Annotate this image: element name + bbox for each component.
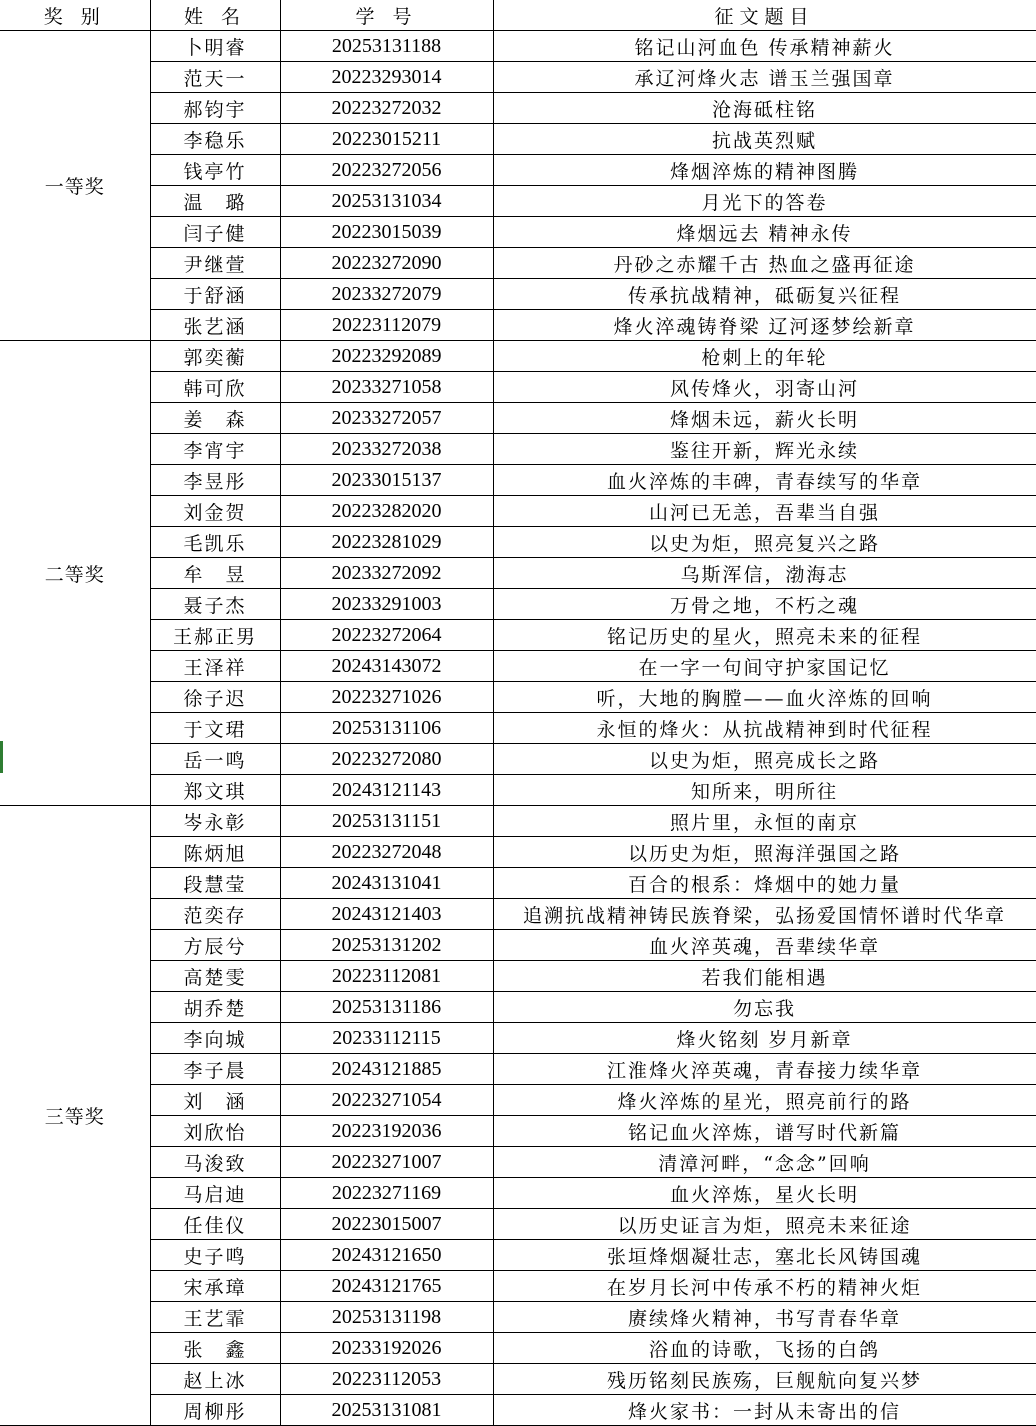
essay-title-cell: 在一字一句间守护家国记忆 [493,651,1036,682]
student-name-cell: 牟 昱 [150,558,280,589]
table-row [0,1302,1036,1333]
essay-title-cell: 烽烟淬炼的精神图腾 [493,155,1036,186]
student-id-cell: 20243121403 [280,899,493,930]
essay-title-cell: 烽火家书：一封从未寄出的信 [493,1395,1036,1426]
student-name-cell: 岳一鸣 [150,744,280,775]
student-name-cell: 陈炳旭 [150,837,280,868]
edge-marker [0,741,3,773]
table-row [0,527,1036,558]
essay-title-cell: 丹砂之赤耀千古 热血之盛再征途 [493,248,1036,279]
essay-title-cell: 江淮烽火淬英魂，青春接力续华章 [493,1054,1036,1085]
essay-title-cell: 烽烟未远，薪火长明 [493,403,1036,434]
student-id-cell: 20233112115 [280,1023,493,1054]
table-row [0,651,1036,682]
student-name-cell: 李稳乐 [150,124,280,155]
table-row [0,930,1036,961]
table-row [0,1116,1036,1147]
student-name-cell: 王郝正男 [150,620,280,651]
essay-title-cell: 月光下的答卷 [493,186,1036,217]
student-id-cell: 20223271007 [280,1147,493,1178]
table-row [0,217,1036,248]
student-id-cell: 20253131198 [280,1302,493,1333]
student-name-cell: 李向城 [150,1023,280,1054]
table-row [0,186,1036,217]
student-id-cell: 20253131151 [280,806,493,837]
student-id-cell: 20223271169 [280,1178,493,1209]
student-id-cell: 20223272090 [280,248,493,279]
student-name-cell: 张艺涵 [150,310,280,341]
student-id-cell: 20233272092 [280,558,493,589]
student-name-cell: 张 鑫 [150,1333,280,1364]
essay-title-cell: 赓续烽火精神，书写青春华章 [493,1302,1036,1333]
table-row [0,992,1036,1023]
table-row [0,806,1036,837]
table-row [0,682,1036,713]
table-row [0,1054,1036,1085]
student-name-cell: 于文珺 [150,713,280,744]
student-name-cell: 徐子迟 [150,682,280,713]
student-id-cell: 20223272056 [280,155,493,186]
table-row [0,124,1036,155]
table-row [0,868,1036,899]
table-row [0,403,1036,434]
student-name-cell: 毛凯乐 [150,527,280,558]
essay-title-cell: 承辽河烽火志 谱玉兰强国章 [493,62,1036,93]
table-row [0,434,1036,465]
student-id-cell: 20223112079 [280,310,493,341]
student-name-cell: 宋承璋 [150,1271,280,1302]
table-row [0,310,1036,341]
table-row [0,1023,1036,1054]
student-name-cell: 王泽祥 [150,651,280,682]
student-id-cell: 20253131202 [280,930,493,961]
student-id-cell: 20223015007 [280,1209,493,1240]
student-id-cell: 20223272032 [280,93,493,124]
student-id-cell: 20223282020 [280,496,493,527]
table-row [0,62,1036,93]
essay-title-cell: 照片里，永恒的南京 [493,806,1036,837]
essay-title-cell: 鉴往开新，辉光永续 [493,434,1036,465]
essay-title-cell: 张垣烽烟凝壮志，塞北长风铸国魂 [493,1240,1036,1271]
student-id-cell: 20223112053 [280,1364,493,1395]
student-name-cell: 史子鸣 [150,1240,280,1271]
essay-title-cell: 血火淬炼，星火长明 [493,1178,1036,1209]
table-body [0,31,1036,1426]
student-id-cell: 20223281029 [280,527,493,558]
header-essay-title: 征文题目 [493,0,1036,31]
student-name-cell: 马浚致 [150,1147,280,1178]
student-name-cell: 任佳仪 [150,1209,280,1240]
essay-title-cell: 烽火淬魂铸脊梁 辽河逐梦绘新章 [493,310,1036,341]
essay-title-cell: 以史为炬，照亮复兴之路 [493,527,1036,558]
student-name-cell: 方辰兮 [150,930,280,961]
essay-title-cell: 血火淬炼的丰碑，青春续写的华章 [493,465,1036,496]
student-name-cell: 王艺霏 [150,1302,280,1333]
student-name-cell: 胡乔楚 [150,992,280,1023]
essay-title-cell: 勿忘我 [493,992,1036,1023]
essay-title-cell: 抗战英烈赋 [493,124,1036,155]
student-name-cell: 段慧莹 [150,868,280,899]
student-name-cell: 岑永彰 [150,806,280,837]
essay-title-cell: 铭记历史的星火，照亮未来的征程 [493,620,1036,651]
table-row [0,1364,1036,1395]
student-id-cell: 20253131081 [280,1395,493,1426]
student-id-cell: 20223293014 [280,62,493,93]
student-id-cell: 20233015137 [280,465,493,496]
table-row [0,279,1036,310]
student-name-cell: 马启迪 [150,1178,280,1209]
student-name-cell: 尹继萱 [150,248,280,279]
student-name-cell: 温 璐 [150,186,280,217]
table-row [0,248,1036,279]
student-name-cell: 高楚雯 [150,961,280,992]
essay-title-cell: 以史为炬，照亮成长之路 [493,744,1036,775]
table-row [0,1085,1036,1116]
student-id-cell: 20253131034 [280,186,493,217]
table-row [0,31,1036,62]
student-id-cell: 20243121765 [280,1271,493,1302]
essay-title-cell: 风传烽火，羽寄山河 [493,372,1036,403]
header-award: 奖 别 [0,0,150,31]
table-row [0,1147,1036,1178]
essay-title-cell: 清漳河畔，“念念”回响 [493,1147,1036,1178]
student-id-cell: 20243121143 [280,775,493,806]
student-id-cell: 20233192026 [280,1333,493,1364]
student-name-cell: 李子晨 [150,1054,280,1085]
student-name-cell: 赵上冰 [150,1364,280,1395]
student-name-cell: 郑文琪 [150,775,280,806]
essay-title-cell: 知所来，明所往 [493,775,1036,806]
student-name-cell: 范天一 [150,62,280,93]
essay-title-cell: 浴血的诗歌，飞扬的白鸽 [493,1333,1036,1364]
award-level-cell: 三等奖 [0,806,150,1426]
table-row [0,93,1036,124]
essay-title-cell: 万骨之地，不朽之魂 [493,589,1036,620]
student-id-cell: 20223271054 [280,1085,493,1116]
student-id-cell: 20233272057 [280,403,493,434]
student-id-cell: 20233272038 [280,434,493,465]
award-level-cell: 二等奖 [0,341,150,806]
table-row [0,1209,1036,1240]
essay-title-cell: 烽烟远去 精神永传 [493,217,1036,248]
table-row [0,1271,1036,1302]
essay-title-cell: 乌斯浑信，渤海志 [493,558,1036,589]
essay-title-cell: 以历史为炬，照海洋强国之路 [493,837,1036,868]
essay-title-cell: 烽火淬炼的星光，照亮前行的路 [493,1085,1036,1116]
table-row [0,899,1036,930]
student-id-cell: 20223112081 [280,961,493,992]
essay-title-cell: 山河已无恙，吾辈当自强 [493,496,1036,527]
header-student-id: 学 号 [280,0,493,31]
student-name-cell: 刘 涵 [150,1085,280,1116]
essay-title-cell: 在岁月长河中传承不朽的精神火炬 [493,1271,1036,1302]
student-name-cell: 周柳彤 [150,1395,280,1426]
table-row [0,372,1036,403]
table-row [0,961,1036,992]
essay-title-cell: 铭记血火淬炼，谱写时代新篇 [493,1116,1036,1147]
student-name-cell: 郝钧宇 [150,93,280,124]
student-id-cell: 20243143072 [280,651,493,682]
table-row [0,713,1036,744]
student-id-cell: 20223271026 [280,682,493,713]
student-name-cell: 于舒涵 [150,279,280,310]
table-row [0,775,1036,806]
student-id-cell: 20223192036 [280,1116,493,1147]
essay-title-cell: 永恒的烽火：从抗战精神到时代征程 [493,713,1036,744]
table-row [0,496,1036,527]
student-id-cell: 20253131186 [280,992,493,1023]
essay-title-cell: 血火淬英魂，吾辈续华章 [493,930,1036,961]
student-name-cell: 闫子健 [150,217,280,248]
essay-title-cell: 追溯抗战精神铸民族脊梁，弘扬爱国情怀谱时代华章 [493,899,1036,930]
student-name-cell: 刘金贺 [150,496,280,527]
student-name-cell: 卜明睿 [150,31,280,62]
student-id-cell: 20223272048 [280,837,493,868]
student-name-cell: 聂子杰 [150,589,280,620]
student-id-cell: 20243121885 [280,1054,493,1085]
student-name-cell: 李宵宇 [150,434,280,465]
essay-title-cell: 以历史证言为炬，照亮未来征途 [493,1209,1036,1240]
essay-title-cell: 传承抗战精神，砥砺复兴征程 [493,279,1036,310]
student-id-cell: 20243131041 [280,868,493,899]
table-header [0,0,1036,31]
student-id-cell: 20233291003 [280,589,493,620]
student-id-cell: 20253131188 [280,31,493,62]
table-row [0,558,1036,589]
student-id-cell: 20223272064 [280,620,493,651]
essay-title-cell: 枪刺上的年轮 [493,341,1036,372]
student-name-cell: 钱亭竹 [150,155,280,186]
table-row [0,744,1036,775]
table-row [0,1178,1036,1209]
table-row [0,837,1036,868]
student-name-cell: 范奕存 [150,899,280,930]
student-name-cell: 郭奕蘅 [150,341,280,372]
student-id-cell: 20223015039 [280,217,493,248]
table-row [0,1395,1036,1426]
table-row [0,465,1036,496]
table-row [0,589,1036,620]
essay-title-cell: 若我们能相遇 [493,961,1036,992]
essay-title-cell: 沧海砥柱铭 [493,93,1036,124]
award-level-cell: 一等奖 [0,31,150,341]
student-id-cell: 20223272080 [280,744,493,775]
essay-title-cell: 百合的根系：烽烟中的她力量 [493,868,1036,899]
student-name-cell: 韩可欣 [150,372,280,403]
header-row [0,0,1036,31]
essay-title-cell: 听，大地的胸膛——血火淬炼的回响 [493,682,1036,713]
student-id-cell: 20223292089 [280,341,493,372]
table-row [0,341,1036,372]
table-row [0,1240,1036,1271]
student-id-cell: 20233272079 [280,279,493,310]
student-name-cell: 姜 森 [150,403,280,434]
table-row [0,620,1036,651]
essay-title-cell: 铭记山河血色 传承精神薪火 [493,31,1036,62]
student-id-cell: 20253131106 [280,713,493,744]
table-row [0,1333,1036,1364]
student-id-cell: 20233271058 [280,372,493,403]
essay-title-cell: 烽火铭刻 岁月新章 [493,1023,1036,1054]
header-name: 姓 名 [150,0,280,31]
student-id-cell: 20243121650 [280,1240,493,1271]
student-id-cell: 20223015211 [280,124,493,155]
student-name-cell: 李昱彤 [150,465,280,496]
student-name-cell: 刘欣怡 [150,1116,280,1147]
essay-title-cell: 残历铭刻民族殇，巨舰航向复兴梦 [493,1364,1036,1395]
table-row [0,155,1036,186]
